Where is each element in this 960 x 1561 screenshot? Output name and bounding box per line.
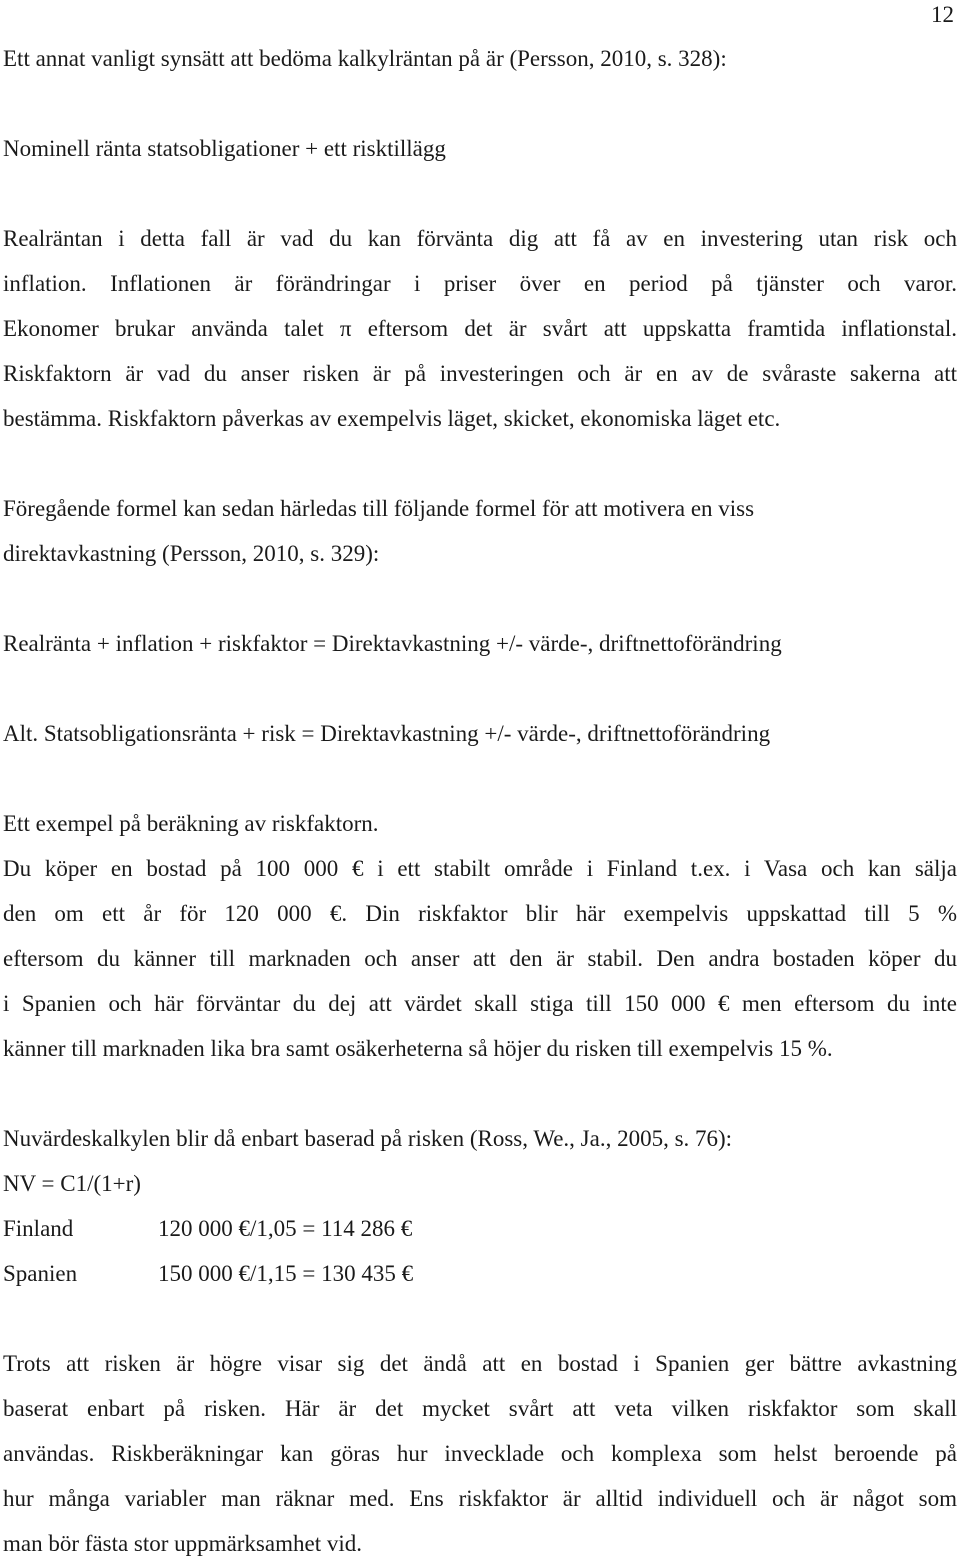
paragraph-line: hur många variabler man räknar med. Ens riskfaktor är alltid individuell och är något som xyxy=(3,1486,957,1511)
paragraph-line: man bör fästa stor uppmärksamhet vid. xyxy=(3,1531,362,1556)
formula-nominal-rate: Nominell ränta statsobligationer + ett risktillägg xyxy=(3,136,446,161)
paragraph-line: Du köper en bostad på 100 000 € i ett stabilt område i Finland t.ex. i Vasa och kan sälja xyxy=(3,856,957,881)
page-number: 12 xyxy=(931,2,954,27)
npv-country: Finland xyxy=(3,1216,74,1241)
formula-real-rate: Realränta + inflation + riskfaktor = Direktavkastning +/- värde-, driftnettoförändring xyxy=(3,631,782,656)
paragraph-line: baserat enbart på risken. Här är det mycket svårt att veta vilken riskfaktor som skall xyxy=(3,1396,957,1421)
npv-intro: Nuvärdeskalkylen blir då enbart baserad på risken (Ross, We., Ja., 2005, s. 76): xyxy=(3,1126,733,1151)
paragraph-line: eftersom du känner till marknaden och anser att den är stabil. Den andra bostaden köper du xyxy=(3,946,957,971)
paragraph-line: känner till marknaden lika bra samt osäkerheterna så höjer du risken till exempelvis 15 %. xyxy=(3,1036,833,1061)
paragraph-line: Trots att risken är högre visar sig det ändå att en bostad i Spanien ger bättre avkastning xyxy=(3,1351,957,1376)
paragraph-line: Riskfaktorn är vad du anser risken är på investeringen och är en av de svåraste sakerna att xyxy=(3,361,957,386)
npv-row-finland xyxy=(3,1214,412,1244)
npv-country: Spanien xyxy=(3,1261,78,1286)
paragraph-line: Ett exempel på beräkning av riskfaktorn. xyxy=(3,811,379,836)
intro-text: Ett annat vanligt synsätt att bedöma kalkylräntan på är (Persson, 2010, s. 328): xyxy=(3,46,727,71)
paragraph-line: i Spanien och här förväntar du dej att värdet skall stiga till 150 000 € men eftersom du inte xyxy=(3,991,957,1016)
paragraph-line: Föregående formel kan sedan härledas till följande formel för att motivera en viss xyxy=(3,496,755,521)
paragraph-line: användas. Riskberäkningar kan göras hur invecklade och komplexa som helst beroende på xyxy=(3,1441,957,1466)
npv-calculation: 120 000 €/1,05 = 114 286 € xyxy=(158,1216,413,1241)
paragraph-line: den om ett år för 120 000 €. Din riskfaktor blir här exempelvis uppskattad till 5 % xyxy=(3,901,957,926)
formula-alternative: Alt. Statsobligationsränta + risk = Direktavkastning +/- värde-, driftnettoförändring xyxy=(3,721,771,746)
paragraph-line: Ekonomer brukar använda talet π eftersom det är svårt att uppskatta framtida inflationstal. xyxy=(3,316,957,341)
paragraph-line: direktavkastning (Persson, 2010, s. 329): xyxy=(3,541,380,566)
paragraph-line: inflation. Inflationen är förändringar i priser över en period på tjänster och varor. xyxy=(3,271,957,296)
paragraph-line: Realräntan i detta fall är vad du kan förvänta dig att få av en investering utan risk och xyxy=(3,226,957,251)
npv-formula: NV = C1/(1+r) xyxy=(3,1171,141,1196)
npv-calculation: 150 000 €/1,15 = 130 435 € xyxy=(158,1261,414,1286)
paragraph-line: bestämma. Riskfaktorn påverkas av exempelvis läget, skicket, ekonomiska läget etc. xyxy=(3,406,781,431)
npv-row-spain xyxy=(3,1259,413,1289)
